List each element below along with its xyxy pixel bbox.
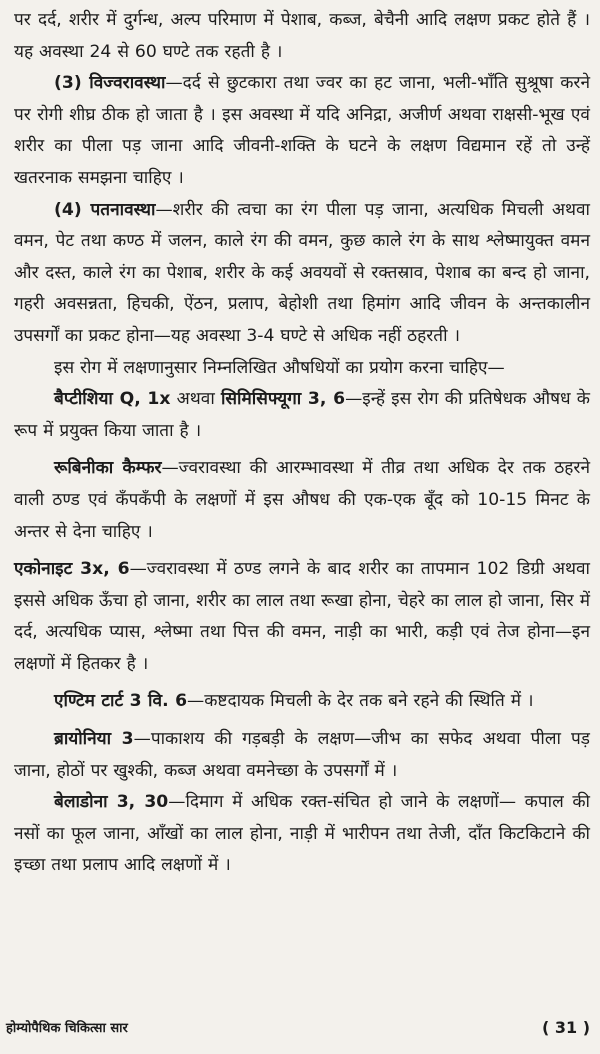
- remedy-name: एण्टिम टार्ट 3 वि. 6: [54, 691, 188, 712]
- paragraph-stage-3: [14, 68, 590, 194]
- paragraph-text: —इन्हें इस रोग की प्रतिषेधक औषध के रूप में प्रयुक्त किया जाता है ।: [14, 389, 590, 441]
- paragraph-remedy-bryonia: [14, 724, 590, 787]
- page-footer: [6, 1012, 590, 1042]
- paragraph-text: इस रोग में लक्षणानुसार निम्नलिखित औषधियों का प्रयोग करना चाहिए—: [54, 357, 505, 378]
- paragraph-text: —शरीर की त्वचा का रंग पीला पड़ जाना, अत्यधिक मिचली अथवा वमन, पेट तथा कण्ठ में जलन, काले रंग की वमन, कुछ काले रंग के साथ श्लेष्मायुक्त वमन और दस्त, काले रंग का पेशाब, शरीर के कई अवयवों से रक्तस्राव, पेशाब का बन्द हो जाना, गहरी अवसन्नता, हिचकी, ऐंठन, प्रलाप, बेहोशी तथा हिमांग आदि जीवन के अन्तकालीन उपसर्गों का प्रकट होना—यह अवस्था 3-4 घण्टे से अधिक नहीं ठहरती ।: [14, 199, 590, 346]
- page-number: ( 31 ): [541, 1017, 590, 1037]
- paragraph-text: अथवा: [170, 389, 221, 410]
- paragraph-remedy-baptisia: [14, 384, 590, 447]
- paragraph-text: —ज्वरावस्था की आरम्भावस्था में तीव्र तथा अधिक देर तक ठहरने वाली ठण्ड एवं कँपकँपी के लक्षणों में इस औषध की एक-एक बूँद को 10-15 मिनट के अन्तर से देना चाहिए ।: [14, 458, 590, 542]
- paragraph-heading: (4) पतनावस्था: [54, 199, 156, 220]
- remedy-name: एकोनाइट 3x, 6: [14, 559, 130, 580]
- paragraph-text: —कष्टदायक मिचली के देर तक बने रहने की स्थिति में ।: [187, 691, 534, 712]
- paragraph-remedy-belladonna: [14, 787, 590, 882]
- paragraph-text: —दिमाग में अधिक रक्त-संचित हो जाने के लक्षणों— कपाल की नसों का फूल जाना, आँखों का लाल होना, नाड़ी में भारीपन तथा तेजी, दाँत किटकिटाने की इच्छा तथा प्रलाप आदि लक्षणों में ।: [14, 792, 591, 876]
- paragraph-text: —ज्वरावस्था में ठण्ड लगने के बाद शरीर का तापमान 102 डिग्री अथवा इससे अधिक ऊँचा हो जाना, शरीर का लाल तथा रूखा होना, चेहरे का लाल हो जाना, सिर में दर्द, अत्यधिक प्यास, श्लेष्मा तथा पित्त की वमन, नाड़ी का भारी, कड़ी एवं तेज होना—इन लक्षणों में हितकर है ।: [14, 559, 591, 674]
- paragraph-remedy-antim-tart: [14, 686, 590, 718]
- remedy-name-alt: सिमिसिफ्यूगा 3, 6: [220, 389, 346, 410]
- paragraph-stage-4: [14, 195, 590, 353]
- paragraph-text: —दर्द से छुटकारा तथा ज्वर का हट जाना, भली-भाँति सुश्रूषा करने पर रोगी शीघ्र ठीक हो जाता है । इस अवस्था में यदि अनिद्रा, अजीर्ण अथवा राक्षसी-भूख एवं शरीर का पीला पड़ जाना आदि जीवनी-शक्ति के घटने के लक्षण विद्यमान रहें तो उन्हें खतरनाक समझना चाहिए ।: [14, 73, 590, 188]
- remedy-name: बेलाडोना 3, 30: [54, 792, 169, 813]
- paragraph-continuation: [14, 5, 590, 68]
- paragraph-intro: [14, 353, 590, 385]
- running-footer-title: होम्योपैथिक चिकित्सा सार: [6, 1021, 128, 1036]
- remedy-name: ब्रायोनिया 3: [54, 729, 134, 750]
- paragraph-remedy-rubinica: [14, 453, 590, 548]
- remedy-name: रूबिनीका कैम्फर: [54, 458, 162, 479]
- paragraph-remedy-aconite: [14, 554, 590, 680]
- paragraph-heading: (3) विज्वरावस्था: [54, 73, 166, 94]
- remedy-name: बैप्टीशिया Q, 1x: [54, 389, 171, 410]
- paragraph-text: पर दर्द, शरीर में दुर्गन्ध, अल्प परिमाण में पेशाब, कब्ज, बेचैनी आदि लक्षण प्रकट होते हैं । यह अवस्था 24 से 60 घण्टे तक रहती है ।: [14, 10, 590, 62]
- paragraph-text: —पाकाशय की गड़बड़ी के लक्षण—जीभ का सफेद अथवा पीला पड़ जाना, होठों पर खुश्की, कब्ज अथवा वमनेच्छा के उपसर्गों में ।: [14, 729, 590, 781]
